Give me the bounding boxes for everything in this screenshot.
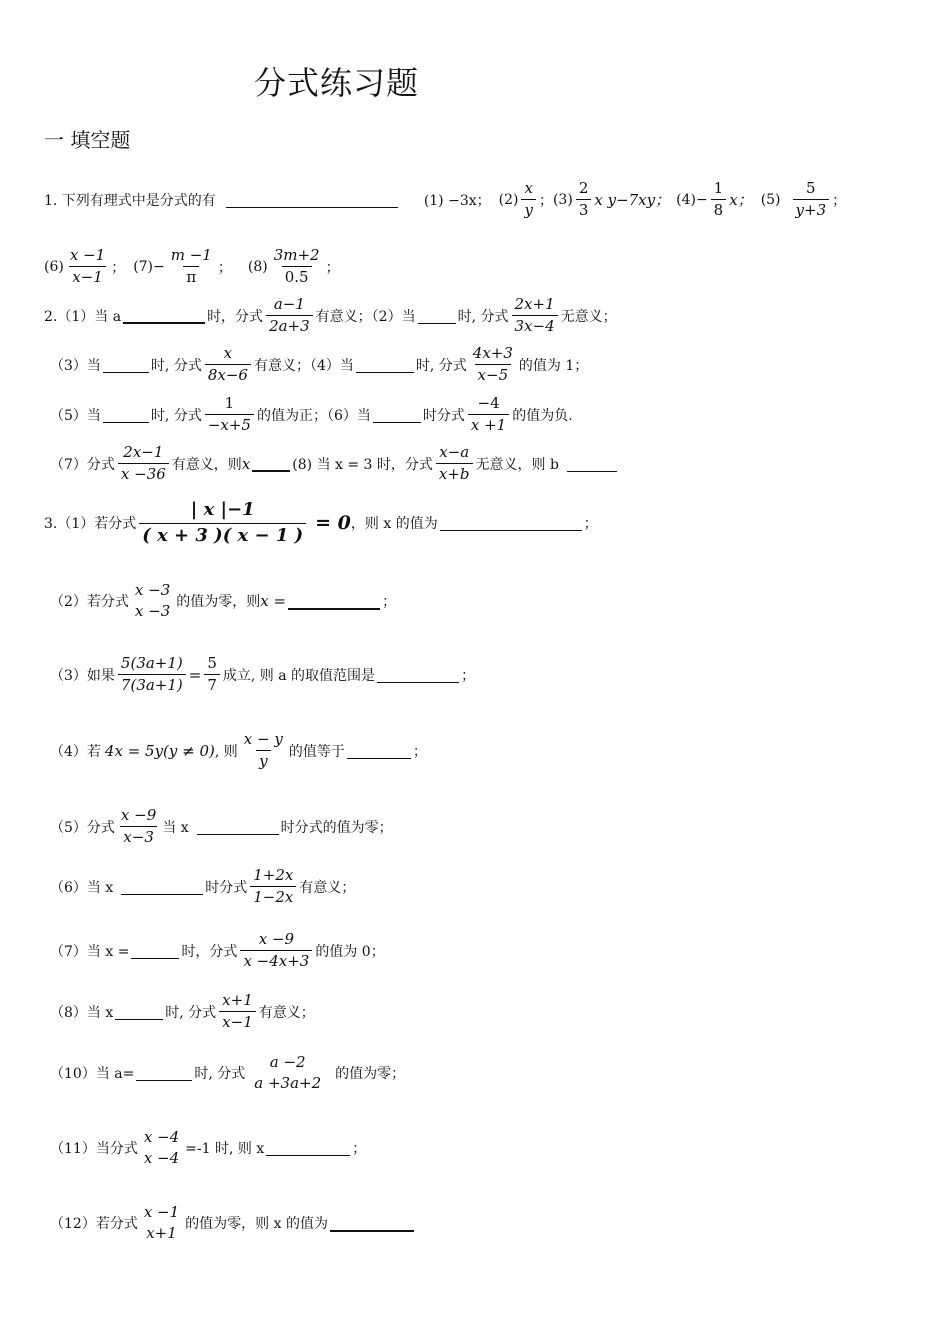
question-text: （2）若分式 bbox=[50, 594, 129, 611]
question-3-part-11 bbox=[50, 1129, 366, 1168]
question-text: 的值为 1； bbox=[518, 357, 589, 374]
question-2-line-2 bbox=[50, 345, 588, 385]
question-1-line-2 bbox=[44, 247, 340, 287]
question-text: ； bbox=[352, 1141, 367, 1158]
question-text: （12）若分式 bbox=[50, 1216, 138, 1233]
question-text: , 则 bbox=[214, 743, 238, 760]
item-text: (7)− bbox=[133, 258, 165, 275]
question-text: 有意义； bbox=[258, 1004, 315, 1021]
question-text: （7）当 x = bbox=[50, 943, 130, 960]
question-text: （6）当 x bbox=[50, 879, 114, 896]
fraction: x −9 x −4x+3 bbox=[240, 931, 312, 971]
answer-blank[interactable] bbox=[373, 421, 421, 423]
answer-blank[interactable] bbox=[121, 893, 203, 895]
fraction: −4 x +1 bbox=[468, 395, 509, 435]
fraction: x −9 x−3 bbox=[120, 806, 157, 847]
fraction: 2 3 bbox=[576, 180, 592, 220]
math-expression: x = bbox=[260, 592, 287, 611]
answer-blank[interactable] bbox=[347, 757, 411, 759]
fraction: $\frac{1}{8}$ bbox=[711, 180, 727, 220]
question-text: ； bbox=[412, 743, 427, 760]
answer-blank[interactable] bbox=[330, 1229, 414, 1232]
question-text: 的值为零，则 x 的值为 bbox=[185, 1216, 328, 1233]
fraction: 1 −x+5 bbox=[205, 395, 254, 435]
question-text: 时，分式 bbox=[181, 943, 238, 960]
answer-blank[interactable] bbox=[377, 681, 459, 683]
question-text: （3）当 bbox=[50, 357, 101, 374]
answer-blank[interactable] bbox=[103, 371, 149, 373]
fraction: x y bbox=[521, 180, 535, 220]
item-text: (1) −3x； bbox=[423, 192, 491, 209]
item-text: ； bbox=[111, 259, 126, 276]
math-expression: x y−7xy； bbox=[594, 191, 671, 210]
question-3-part-4 bbox=[50, 731, 427, 771]
item-text: ； bbox=[325, 259, 340, 276]
item-text: (3) bbox=[552, 191, 573, 208]
question-text: 的值为负. bbox=[512, 407, 573, 424]
question-text: 的值为零，则 bbox=[176, 594, 261, 611]
question-text: 2.（1）当 a bbox=[44, 308, 122, 325]
question-3-part-5 bbox=[50, 807, 393, 847]
fraction: x −3 x −3 bbox=[134, 581, 171, 621]
item-text: (5) bbox=[760, 191, 781, 208]
question-text: （11）当分式 bbox=[50, 1141, 138, 1158]
question-text: 的值等于 bbox=[288, 743, 345, 760]
answer-blank[interactable] bbox=[356, 371, 414, 373]
question-text: (8) 当 x = 3 时，分式 bbox=[292, 456, 433, 473]
question-2-line-1 bbox=[44, 296, 617, 336]
fraction: 4x+3 x−5 bbox=[472, 344, 513, 385]
question-text: ； bbox=[583, 516, 598, 533]
question-text: 时, 分式 bbox=[194, 1066, 246, 1083]
question-text: 时, 分式 bbox=[150, 357, 202, 374]
question-3-part-1 bbox=[44, 500, 598, 546]
question-text: 时分式 bbox=[422, 407, 465, 424]
question-text: 3.（1）若分式 bbox=[44, 516, 137, 533]
answer-blank[interactable] bbox=[418, 322, 456, 324]
question-text: （3）如果 bbox=[50, 667, 115, 684]
answer-blank[interactable] bbox=[131, 957, 179, 959]
math-expression: x； bbox=[729, 191, 753, 210]
question-text: 有意义；（4）当 bbox=[253, 357, 354, 374]
question-text: 时，分式 bbox=[207, 308, 264, 325]
fraction: $\frac{5(3a+1)}{7(3a+1)}$ bbox=[118, 655, 186, 695]
question-text: （4）若 bbox=[50, 743, 101, 760]
fraction: 2x−1 x −36 bbox=[118, 444, 169, 484]
question-1-line-1 bbox=[44, 180, 846, 220]
question-text: ，则 x 的值为 bbox=[350, 516, 438, 533]
answer-blank[interactable] bbox=[136, 1079, 192, 1081]
question-text: 时, 分式 bbox=[457, 308, 509, 325]
fraction: x−a x+b bbox=[436, 444, 473, 484]
fraction: $\frac{| x |-1}{( x + 3 )( x - 1 )}$ bbox=[139, 500, 306, 546]
math-expression: = bbox=[188, 665, 202, 684]
question-text: 时, 分式 bbox=[165, 1004, 217, 1021]
question-text: （8）当 x bbox=[50, 1004, 114, 1021]
question-text: 的值为正；（6）当 bbox=[256, 407, 371, 424]
question-text: ； bbox=[382, 594, 397, 611]
answer-blank[interactable] bbox=[123, 321, 205, 324]
fraction: x 8x−6 bbox=[205, 345, 251, 385]
question-text: 时, 分式 bbox=[415, 357, 467, 374]
answer-blank[interactable] bbox=[288, 607, 380, 610]
fraction: x −1 x−1 bbox=[69, 246, 106, 287]
question-text: （5）当 bbox=[50, 407, 101, 424]
question-3-part-2 bbox=[50, 582, 396, 621]
item-text: ； bbox=[538, 192, 553, 209]
answer-blank[interactable] bbox=[226, 206, 398, 208]
math-expression: = 0 bbox=[315, 512, 351, 535]
question-text: 当 x bbox=[162, 819, 189, 836]
item-text: ； bbox=[832, 192, 847, 209]
question-text: 的值为零； bbox=[335, 1066, 406, 1083]
question-text: 有意义，则 bbox=[171, 456, 242, 473]
answer-blank[interactable] bbox=[440, 529, 582, 531]
item-text: (4)− bbox=[676, 191, 708, 208]
item-text: (6) bbox=[44, 258, 64, 275]
fraction: $\frac{5}{7}$ bbox=[204, 655, 220, 695]
fraction: a−1 2a+3 bbox=[266, 296, 313, 336]
question-text: 的值为 0； bbox=[315, 943, 385, 960]
question-text: 有意义；（2）当 bbox=[315, 308, 416, 325]
question-3-part-10 bbox=[50, 1054, 405, 1093]
question-text: 无意义，则 b bbox=[475, 456, 559, 473]
answer-blank[interactable] bbox=[103, 421, 149, 423]
question-text: 有意义； bbox=[299, 879, 356, 896]
fraction: 5 y+3 bbox=[793, 180, 830, 220]
question-text: （7）分式 bbox=[50, 456, 115, 473]
page-title: 分式练习题 bbox=[254, 64, 420, 102]
question-text: 时分式 bbox=[205, 879, 248, 896]
answer-blank[interactable] bbox=[567, 470, 617, 472]
answer-blank[interactable] bbox=[115, 1018, 163, 1020]
fraction: $\frac{m -1}{\pi}$ bbox=[170, 246, 212, 287]
question-text: =-1 时, 则 x bbox=[185, 1141, 265, 1158]
fraction: x −1 x+1 bbox=[143, 1203, 180, 1243]
math-expression: 4x = 5y(y ≠ 0) bbox=[104, 741, 215, 760]
question-3-part-12 bbox=[50, 1204, 416, 1243]
question-text: 1. 下列有理式中是分式的有 bbox=[44, 192, 216, 209]
fraction: 1+2x 1−2x bbox=[250, 867, 296, 907]
question-text: （5）分式 bbox=[50, 819, 115, 836]
question-2-line-3 bbox=[50, 395, 573, 435]
answer-blank[interactable] bbox=[266, 1154, 350, 1156]
fraction: x − y y bbox=[243, 730, 283, 771]
question-text: 无意义； bbox=[560, 308, 617, 325]
question-3-part-6 bbox=[50, 867, 355, 907]
question-text: 成立, 则 a 的取值范围是 bbox=[222, 667, 376, 684]
question-3-part-7 bbox=[50, 931, 385, 971]
question-text: 时分式的值为零； bbox=[280, 819, 393, 836]
question-2-line-4 bbox=[50, 444, 619, 484]
question-3-part-3 bbox=[50, 655, 475, 695]
answer-blank[interactable] bbox=[197, 833, 279, 835]
question-text: ； bbox=[461, 667, 476, 684]
fraction: 3m+2 0.5 bbox=[273, 246, 320, 287]
math-expression: x bbox=[241, 454, 251, 473]
question-text: （10）当 a= bbox=[50, 1066, 135, 1083]
fraction: x+1 x−1 bbox=[219, 992, 256, 1032]
fraction: x −4 x −4 bbox=[143, 1128, 180, 1168]
item-text: (8) bbox=[247, 258, 268, 275]
fraction: 2x+1 3x−4 bbox=[512, 296, 558, 336]
question-3-part-8 bbox=[50, 992, 315, 1032]
answer-blank[interactable] bbox=[252, 469, 290, 472]
question-text: 时, 分式 bbox=[150, 407, 202, 424]
section-heading: 一 填空题 bbox=[44, 128, 131, 152]
fraction: a −2 a +3a+2 bbox=[254, 1053, 322, 1093]
item-text: (2) bbox=[498, 191, 519, 208]
item-text: ； bbox=[217, 259, 232, 276]
